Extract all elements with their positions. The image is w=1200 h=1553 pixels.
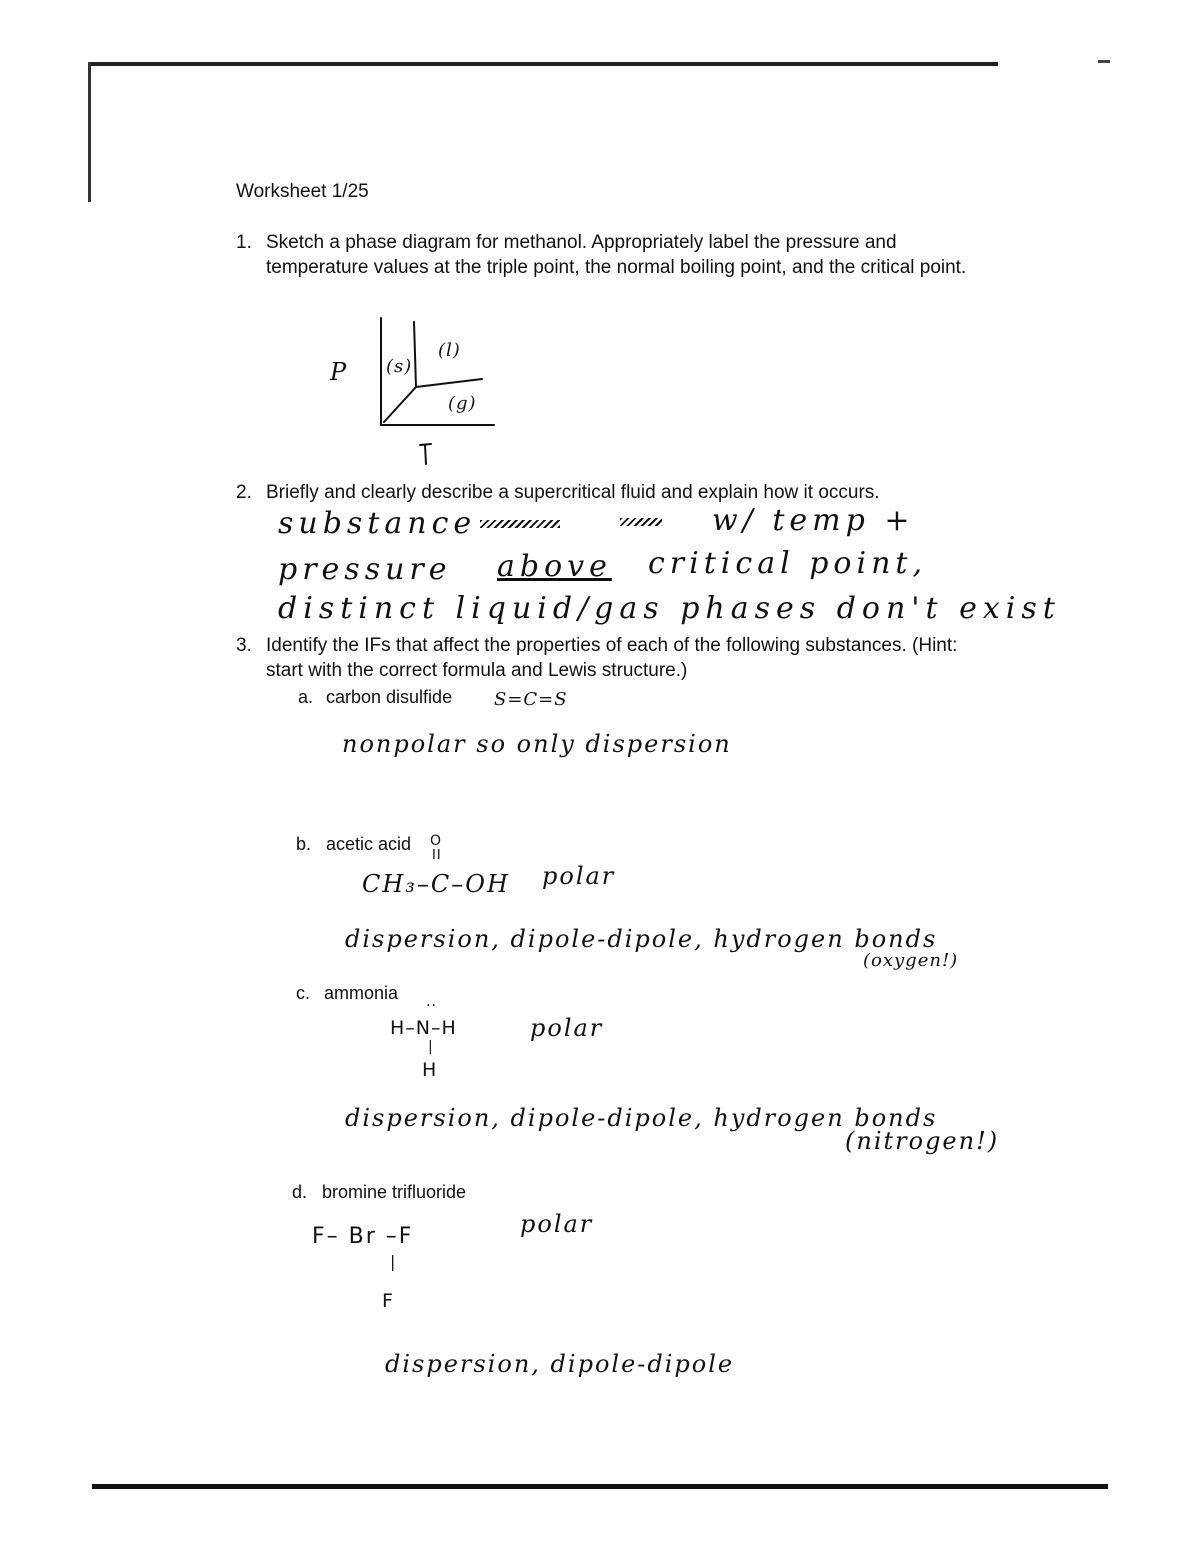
question-1-number: 1. — [236, 232, 252, 253]
part-d-name: bromine trifluoride — [322, 1182, 467, 1202]
phase-diagram-liquid-gas-line — [416, 379, 482, 387]
part-d-bond: | — [390, 1252, 397, 1271]
part-d-label: d. — [292, 1182, 308, 1202]
part-c-structure-bottom-h: H — [422, 1059, 438, 1081]
question-2-text: Briefly and clearly describe a supercritical fluid and explain how it occurs. — [266, 482, 880, 503]
part-c-note: (nitrogen!) — [845, 1127, 1000, 1155]
t-axis-label-mark — [420, 444, 431, 464]
part-b-answer: dispersion, dipole-dipole, hydrogen bonds — [345, 925, 938, 953]
part-c-lone-pair: ·· — [426, 998, 437, 1014]
answer-2-line1-a: substance — [278, 506, 477, 541]
part-c-name: ammonia — [324, 983, 399, 1003]
phase-diagram-gas-label: (g) — [448, 393, 477, 414]
part-b-structure-double-bond: II — [432, 848, 442, 863]
question-3-number: 3. — [236, 635, 252, 656]
part-b-label: b. — [296, 834, 312, 854]
part-c-label: c. — [296, 983, 311, 1003]
question-3-text: Identify the IFs that affect the properties of each of the following substances. (Hint: start with the correct formula and Lewis structure.) — [266, 635, 958, 681]
part-a-answer: nonpolar so only dispersion — [342, 730, 732, 758]
part-a-structure: S=C=S — [494, 689, 568, 710]
part-b-structure: CH₃–C–OH — [362, 870, 510, 898]
question-1-text: Sketch a phase diagram for methanol. Appropriately label the pressure and temperature values at the triple point, the normal boiling point, and the critical point. — [266, 232, 967, 278]
part-d-structure: F– Br –F — [312, 1224, 414, 1249]
part-b-name: acetic acid — [326, 834, 412, 854]
phase-diagram-liquid-label: (l) — [438, 340, 461, 361]
part-c-polarity: polar — [530, 1014, 604, 1042]
phase-diagram-solid-liquid-line — [414, 322, 416, 387]
question-2-number: 2. — [236, 482, 252, 503]
part-c-bond: | — [428, 1039, 434, 1055]
part-c-structure: H–N–H — [390, 1017, 457, 1039]
phase-diagram-axis-p: P — [330, 358, 349, 386]
answer-2-line1-b: w/ temp + — [712, 503, 915, 538]
part-b-note: (oxygen!) — [863, 950, 959, 971]
phase-diagram-axis-t — [436, 441, 449, 462]
part-a-name: carbon disulfide — [326, 687, 453, 707]
part-d-polarity: polar — [520, 1210, 594, 1238]
part-b-polarity: polar — [542, 862, 616, 890]
phase-diagram-solid-label: (s) — [386, 356, 413, 377]
phase-diagram-solid-gas-line — [384, 387, 416, 422]
answer-2-line2-c: critical point, — [648, 546, 927, 581]
part-d-structure-bottom-f: F — [382, 1290, 394, 1312]
answer-2-line3: distinct liquid/gas phases don't exist — [278, 591, 1061, 626]
answer-2-line2-b: above — [497, 549, 612, 584]
part-d-answer: dispersion, dipole-dipole — [385, 1350, 735, 1378]
part-b-structure-oxygen: O — [430, 833, 443, 849]
crossed-out-scribble — [480, 520, 560, 528]
worksheet-title: Worksheet 1/25 — [236, 181, 369, 202]
crossed-out-scribble — [620, 518, 662, 526]
part-c-answer: dispersion, dipole-dipole, hydrogen bonds — [345, 1104, 938, 1132]
answer-2-line2-a: pressure — [278, 552, 452, 587]
part-a-label: a. — [298, 687, 314, 707]
